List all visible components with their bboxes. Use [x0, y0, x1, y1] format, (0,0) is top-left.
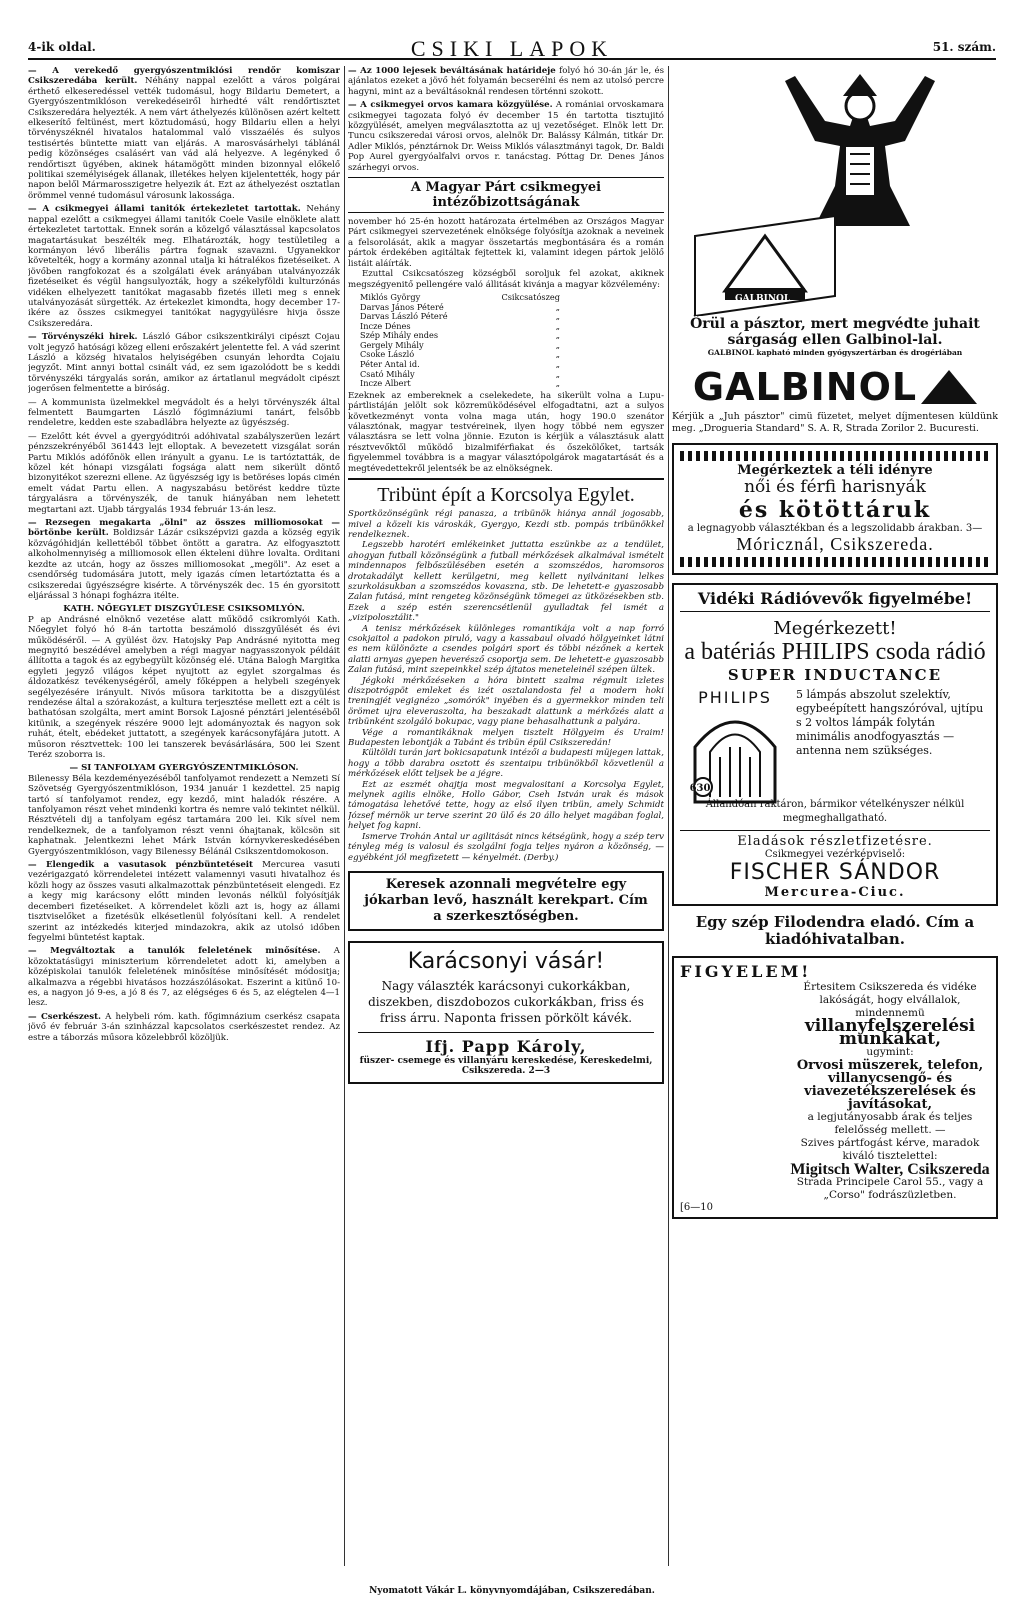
radio-model-number: 630	[689, 783, 711, 794]
ad-title: FIGYELEM!	[680, 962, 812, 981]
article-milliomosok	[28, 518, 340, 601]
ad-line: Megérkezett!	[773, 618, 897, 639]
article-si-tanfolyam	[28, 763, 340, 857]
member-list	[360, 293, 664, 389]
article-paragraph: Vége a romantikáknak melyen tisztelt Hölgyeim és Uraim! Budapesten lebontják a Tabánt és tribün épül Csikszeredán!	[348, 727, 664, 749]
article-rendor-komiszar	[28, 66, 340, 201]
article-tribun	[348, 509, 664, 863]
ad-body: Nagy választék karácsonyi cukorkákban, diszekben, diszdobozos cukorkákban, friss és friss árru. Naponta frissen pörkölt kávék.	[368, 978, 644, 1025]
article-headline: — A csikmegyei orvos kamara közgyülése.	[348, 100, 553, 111]
galbinol-logo-text: GALBINOL	[692, 365, 918, 409]
article-headline: — Törvényszéki hirek.	[28, 332, 138, 343]
section-title-magyar-part: A Magyar Párt csikmegyei intézőbizottságának	[348, 177, 664, 213]
ad-merchant-name: Ifj. Papp Károly,	[358, 1032, 654, 1056]
article-headline: — Cserkészest.	[28, 1011, 102, 1022]
ad-line: Eladások részletfizetésre.	[680, 830, 990, 849]
article-body: A közoktatásügyi miniszterium körrendeletet adott ki, amelyben a középiskolai tanulók feleletének minősítése minősítését módositja; alkalmazva a régebbi hivatásos hozzászólásokat. Eszerint a kitünő 10-es, a nagyon jó 9-es, a jó 8 és 7, az elégséges 6 és 5, az elégtelen 4—1 lesz.	[28, 946, 340, 1009]
newspaper-title: CSIKI LAPOK	[410, 36, 614, 61]
article-headline: — A csikmegyei állami tanitók értekezletet tartottak.	[28, 204, 301, 215]
news-column-1	[28, 66, 340, 1576]
galbinol-package-label: GALBINOL	[735, 294, 791, 304]
galbinol-availability: GALBINOL kapható minden gyógyszertárban és drogériában	[707, 348, 963, 357]
article-body: Néhány nappal ezelőtt a város polgárai érthető elkeseredéssel vették tudomásul, hogy Bildariu Demetert, a Gyergyószentmiklóson verekedéseiről hirhedté vált rendőrtisztet Csikszeredára helyezték. A nem várt áthelyezés különösen azért keltett elkeserítő feltünést, mert köztudomású, hogy Bildariu ellen a helyi törvényszéknél hivatalos hatalommal való visszaélés és sulyos testisértés büntette miatt van eljárás. A marosvásárhelyi táblánál pedig közönséges csalásért van vád alá helyezve. A legényked ő rendőrtiszt ügyében, akinek hátamögött minden bizonnyal előkelő politikai személyiségek állanak, illetékes helyen kijelentették, hogy pár napon belől Mármarosszigetre helyezik át. Ezt az áthelyezést osztatlan örömmel venné tudomásul városunk lakossága.	[28, 76, 340, 201]
list-item: Péter Antal id. „	[360, 359, 560, 370]
galbinol-slogan: Örül a pásztor, mert megvédte juhait sárgaság ellen Galbinol-lal.	[690, 316, 980, 348]
article-paragraph: Ezt az eszmét ohajtja most megvalositani a Korcsolya Egylet, melynek agilis elnöke, Hollo Gábor, Cseh István urak és mások támogatása lehetővé tette, hogy az első ilyen tribün, amely Schmidt József mérnök ur terve szerint 20 ülő és 20 állo helyet magában foglal, helyet fog kapni.	[348, 779, 664, 832]
ad-line: Értesitem Csikszereda és vidéke lakóságát, hogy elvállalok, mindennemü	[803, 981, 977, 1019]
column-divider	[668, 66, 669, 1566]
list-item: Incze Dénes „	[360, 320, 560, 331]
article-body: folyó hó 30-án jár le, és ajánlatos ezeket a jövő hét folyamán becserélni és nem az utolsó percre hagyni, mint az a beváltásoknál rendesen történni szokott.	[348, 66, 664, 97]
triangle-icon	[921, 370, 977, 404]
article-headline: — Elengedik a vasutasok pénzbüntetéseit	[28, 860, 254, 871]
list-item: Szép Mihály endes „	[360, 330, 560, 341]
news-column-2	[348, 66, 664, 1576]
ad-line: Csikmegyei vezérképviselő:	[764, 849, 906, 860]
article-paragraph: Legszebb harotéri emlékeinket juttatta eszünkbe az a tendület, ahogyan futball közönségünk a futball mérkőzések alkalmával ismételt mindennapos felbőszülésében esetén a szomszédos, haromsoros drotakadályt kellett kerülgetni, meg kellett nyilvánitani lelkes szurkolásukban a szomszédos kovaszna, stb. De lehetett-e gyaszosabb Zalan futásá, mint rengeteg közönségünk tömegei az ütközésekben stb. Ezek a szép estén szerencsétlenül gyulladtak fel ismét a „vizipolosztálit."	[348, 540, 664, 624]
ad-moricz	[672, 443, 998, 575]
ad-line: a legnagyobb választékban és a legszolidabb árakban. 3—	[687, 523, 983, 534]
ad-line: a legjutányosabb árak és teljes felelősség mellett. —	[807, 1111, 973, 1136]
article-body: P ap Andrásné elnöknő vezetése alatt működő csikromlyói Kath. Nőegylet folyó hó 8-án tartotta beszámoló disszgyűlését és évi működéséről. — A gyülést özv. Hatojsky Pap Andrásné nyitotta meg megnyitó beszédével amelyben a régi magyar nagyasszonyok példáit állította a tagok és az egybegyült közönség elé. Utána Balogh Margitka egyleti jegyző világos képet nyujtott az egylet szorgalmas és áldozatkész tevékenységéről, amely főképpen a helybeli szegények segélyezésére irányult. Nivós műsora tarkitotta be a diszgyülést rendezése által a szórakozást, a kultura terjesztése mellett ezt a célt is bathatósan szolgálta, mert amint Borsok Lajosné pénztári jelentéséből kitünik, a szegények részére 9000 lejt adományoztak és nagyon sok ruhát, ételt, ebédeket juttatott, a szegények karácsonyfájára jutott. A műsoron résztvettek: 100 lei tanszerek bevásárlására, 500 lei Szent Teréz szoborra is.	[28, 614, 340, 760]
ad-signature: Migitsch Walter, Csikszereda	[790, 1161, 990, 1178]
column-divider	[344, 66, 345, 1566]
philips-logo-block	[680, 688, 790, 794]
ad-line: és kötöttáruk	[738, 497, 932, 523]
article-body: — A kommunista üzelmekkel megvádolt és a helyi törvényszék által felmentett Baumgarten László fógimnáziumi tanárt, felsőbb rendeletre, kedden este szabadlábra helyezte az ügyészség.	[28, 397, 340, 429]
list-item: Miklós György Csikcsatószeg	[360, 291, 560, 302]
list-item: Darvas László Péteré „	[360, 311, 560, 322]
ad-line: női és férfi harisnyák	[744, 477, 926, 497]
article-tanulok	[28, 946, 340, 1008]
article-body: Boldizsár Lázár csikszépvizi gazda a község egyik közvágóhidján kellettéből többet öntött a garatra. Az elfogyasztott alkoholmennyiség a milliomosok ellen ékteleni dühre lovalta. Orditani kezdte az utcán, hogy az összes milliomosokat „megöli". Az eset a csendőrség tudomására jutott, mely igazás címen letartóztatta és a csikszeredai ügyészségre kisérte. A törvényszék dec. 15 én gyorsitott eljárással 3 hónapi fogházra itélte.	[28, 528, 340, 601]
article-cserkeszest	[28, 1012, 340, 1043]
ad-title: Karácsonyi vásár!	[407, 948, 605, 974]
ad-column	[672, 66, 998, 1576]
article-body: László Gábor csikszentkirályi cipészt Cojau volt jegyző hatósági közeg elleni erőszakért jelentette fel. A vád szerint László a község hivatalos helyiségében csunyán lehordta Cojaiu jegyzőt. Mint annyi bottal csinált vád, ez sem igazolódott be s keddi törvényszéki tárgyalás során, amikor az ártatlanul megvádolt cipészt jogerősen felmentette a biróság.	[28, 332, 340, 395]
ad-figyelem	[672, 956, 998, 1219]
ad-filodendra: Egy szép Filodendra eladó. Cím a kiadóhivatalban.	[695, 913, 975, 948]
article-lejesek	[348, 66, 664, 97]
ad-kerekpar: Keresek azonnali megvételre egy jókarban levő, használt kerekpart. Cím a szerkesztőségben.	[348, 871, 664, 931]
article-body: Bilenessy Béla kezdeményezéséből tanfolyamot rendezett a Nemzeti Sí Szövetség Gyergyószentmiklóson, 1934 január 1 kezdettel. 25 napig tartó sí tanfolyamot rendez, egy kezdő, mint haladók részére. A tanfolyamon részt vehet mindenki kortra és nemre való tekintet nélkül. Résztvételi dij a tanfolyam egész tartamára 200 lei. Kik sível nem rendelkeznek, de a tanfolyamon részt venni óhajtanak, kölcsön sit kaphatnak. Jelentkezni lehet Márk István kórnyvkereskedésében Gyergyószentmiklóson, vagy Bilenessy Bélánál Csikszentdomokoson.	[28, 773, 340, 857]
ad-headline: Vidéki Rádióvevők figyelmébe!	[680, 589, 990, 612]
galbinol-logo	[672, 365, 998, 409]
issue-number: 51. szám.	[932, 40, 996, 54]
ad-philips	[672, 583, 998, 906]
philips-logo: PHILIPS	[698, 688, 772, 707]
article-allami-tanitok	[28, 204, 340, 329]
galbinol-illustration	[685, 66, 985, 316]
ad-line: Szives pártfogást kérve, maradok kiváló tisztelettel:	[800, 1137, 980, 1162]
article-torvenyszeki-hirek	[28, 332, 340, 394]
list-item: Incze Albert „	[360, 378, 560, 389]
article-paragraph: Sportközönségünk régi panasza, a tribünök hiánya annál jogosabb, mivel a közeli kis városkák, Gyergyo, Kezdi stb. pompás tribünökkel rendelkeznek.	[348, 509, 664, 540]
list-item: Gergely Mihály „	[360, 339, 560, 350]
article-paragraph: A tenisz mérkőzések különleges romantikája volt a nap forró csokjaitol a padokon piruló, vagy a kassabaul olvadó hölgyeinket látni es nem különözte a csendes polgári sport és többi nézőnek a kertek alatti arnyas gyepen heverésző csoportja sem. De lehetett-e gyaszosabb Zalan futásá, mint szepeinkkel szép ájtatos meneteleinél szépen ültek.	[348, 623, 664, 676]
article-body: A romániai orvoskamara csikmegyei tagozata folyó év december 15 én tartotta tisztujitó közgyülését, amelyen megválasztotta az uj vezetőséget. Elnök lett Dr. Tuncu csikszeredai városi orvos, alelnök Dr. Balássy Kálmán, titkár Dr. Adler Miklós, pénztárnok Dr. Weiss Miklós választmányi tagok, Dr. Baldi Pop Aurel gyergyóalfalvi orvos r. tanácstag. Póttag Dr. Denes János szárhegyi orvos.	[348, 100, 664, 173]
article-kommunista	[28, 398, 340, 429]
article-body: A helybeli róm. kath. főgimnázium cserkész csapata jövő év február 3-án szinházzal kapcsolatos cserkészestet rendez. Az estre a táborzás műsora közelebbről közöljük.	[28, 1011, 340, 1043]
article-magyar-part-cont	[348, 391, 664, 474]
article-adohivatal	[28, 432, 340, 515]
article-paragraph: Jégkoki mérkőzéseken a hóra bintett szalma régmult izletes diszpotrógpöt emleket és izét osztalandosta fel a modern hoki treningjét vegignézo „somórók" inyében és a gyermekkor minden teli örömet ujra eleveraszolta, ha beszakadt alattunk a mérkőzés alatt a tribünként szolgáló bokupac, vagy piane behasalhattunk a palyára.	[348, 675, 664, 728]
article-paragraph: Ismerve Trohán Antal ur agilitását nincs kétségünk, hogy a szép terv tényleg még is valosul és szolgálni fogja teljes nyáron a közönség, — egyébként jól megfizetett — kényelmét. (Derby.)	[348, 831, 664, 863]
ad-karacsonyi-vasar	[348, 941, 664, 1084]
ad-address: Strada Principele Carol 55., vagy a „Corso" fodrászüzletben.	[796, 1176, 984, 1201]
list-item: Darvas János Péteré „	[360, 301, 560, 312]
list-item: Csoke László „	[360, 349, 560, 360]
article-orvos-kamara	[348, 100, 664, 173]
article-headline: — A verekedő gyergyószentmiklósi rendőr komiszar Csikszeredába került.	[28, 66, 340, 87]
ad-address: füszer- csemege és villanyáru kereskedése, Kereskedelmi, Csikszereda. 2—3	[359, 1055, 653, 1076]
decorative-border	[680, 557, 990, 567]
ad-line: ugymint:	[866, 1046, 914, 1058]
article-vasutasok	[28, 860, 340, 943]
ad-city: Mercurea-Ciuc.	[764, 885, 906, 900]
article-magyar-part	[348, 217, 664, 290]
shepherd-illustration	[755, 66, 965, 236]
printer-footer: Nyomatott Vákár L. könyvnyomdájában, Csikszeredában.	[369, 1586, 655, 1596]
article-body: Ezeknek az embereknek a cselekedete, ha sikerült volna a Lupu-pártlistáján jelölt sok közremüködésével elfogadtatni, azt a sulyos következményt vonta volna maga után, hogy 190.0 szenátor választónak, magyar testvéreinek, ilyen hogy többé nem egyszer választásra se lett volna jönnie. Ezuton is kérjük a választásuk alatt résztvevőktől működő bizalmiférfiakat és őszekölőket, tartsák figyelemmel továbbra is a magyar választópolgárok magatartását és a megtévedettekről jelentsék be az elnökségnek.	[348, 390, 664, 474]
article-headline: — Rezsegen megakarta „ölni" az összes milliomosokat — börtönbe került.	[28, 518, 340, 539]
article-headline: — Az 1000 lejesek beváltásának határideje	[348, 66, 556, 76]
article-body: Mercurea vasuti vezérigazgató körrendeletei intézett valamennyi vasuti hivatalhoz és közli hogy az összes vasuti alkalmazottak pénzbüntetéseit elengedi. Ez a kegy mig karácsony előtt minden levonás nélkül folyósítják decemberi fizetéseiket. A körrendelet közli azt is, hogy az állami tisztviselőket a fizetésük elkésetlenül folyósítani kell. A rendelet szerint az intézkedés kiterjed mindazokra, akik az utolsó időben fegyelmi büntetést kaptak.	[28, 860, 340, 943]
ad-line: villanyfelszerelési munkákat,	[804, 1016, 976, 1049]
ad-line: SUPER INDUCTANCE	[727, 666, 943, 684]
ad-body: 5 lámpás abszolut szelektív, egybeépített hangszóróval, ujtípu s 2 voltos lámpák folytán minimális anodfogyasztás — antenna nem szükséges.	[796, 688, 984, 757]
decorative-border	[680, 451, 990, 461]
list-item: Csató Mihály „	[360, 368, 560, 379]
ad-merchant: Móricznál, Csikszereda.	[736, 534, 934, 554]
article-body: Nehány nappal ezelőtt a csikmegyei állami tanitók Coele Vasile elnöklete alatt értekezletet tartottak. Ennek során a közelgő választással kapcsolatos magatartásukat beszélték meg. Elhatározták, hogy testületileg a kormányon lévő liberális pártra fognak szavazni. Ugyanekkor követelték, hogy a kormány azonnal utalja ki hátralékos fizetéseiket. A jövőben rangfokozat és a szolgálati évek arányában utalványozzák fizetéseiket és végül hangsulyozták, hogy a székelyföldi kulturzónás vidéken elhelyezett tanitókat magasabb fizetés illeti meg s ennek utalványozását sürgették. Az értekezlet kimondta, hogy december 17-ikére az összes csikmegyei tanitókat nagygyülésre hivja össze Csikszeredára.	[28, 204, 340, 329]
ad-run-number: [6—10	[680, 1202, 713, 1213]
article-body: november hó 25-én hozott határozata értelmében az Országos Magyar Párt csikmegyei szervezetének elnöksége folyósítja azoknak a neveinek a felsorolását, akik a magyar összetartás megbontására és a román pártok érdekében agitáltak fejtettek ki, valamint idegen pártok jelölő listáit aláírták.	[348, 217, 664, 269]
ad-line: Megérkeztek a téli idényre	[737, 463, 933, 478]
article-paragraph: Kültöldi turán jart bokicsapatunk intézői a budapesti müjegen lattak, hogy a több darabra osztott és szentaipu tribünökből közvetlenül a mérkőzések előtt teljsek be a jégre.	[348, 748, 664, 780]
article-body: Ezuttal Csikcsatószeg községből soroljuk fel azokat, akiknek megszégyenitő pellengére való állitását kivánja a magyar közvélemény:	[348, 269, 664, 290]
article-headline: KATH. NŐEGYLET DISZGYŰLESE CSIKSOMLYÓN.	[63, 604, 305, 615]
article-headline: — SI TANFOLYAM GYERGYÓSZENTMIKLÓSON.	[69, 763, 299, 774]
article-title-tribun: Tribünt épít a Korcsolya Egylet.	[377, 484, 635, 507]
page-label-left: 4-ik oldal.	[28, 40, 96, 54]
ad-line: Orvosi müszerek, telefon, villanycsengő- és viavezetékszerelések és javításokat,	[796, 1058, 984, 1112]
ad-line: a batériás PHILIPS csoda rádió	[684, 639, 986, 665]
article-headline: — Megváltoztak a tanulók feleletének minősítése.	[28, 946, 321, 957]
ad-stock-note: Állandóan raktáron, bármikor vételkényszer nélkül megmeghallgatható.	[705, 799, 965, 824]
ad-dealer: FISCHER SÁNDOR	[729, 860, 941, 885]
masthead	[28, 38, 996, 60]
article-noegylet	[28, 604, 340, 760]
article-body: — Ezelőtt két évvel a gyergyóditrói adóhivatal szabályszerüen lezárt pénzszekrényéből 361443 lejt elloptak. A bevezetett vizsgálat során Partu Miklós adófőnök ellen irányult a gyanu. Le is tartóztatták, de közel két hónapi vizsgálati fogsága alatt nem sikerült döntő bizonyitékot szerezni ellene. Az ügyészség igy is betöréses lopás cimén emelt vádat Partu ellen. A nagyszabásu betörést keddre tüzte tárgyalásra a törvényszék, de tanuk hiányában nem lehetett megtartani azt. Ujabb tárgyalás 1934 február 13-án lesz.	[28, 431, 340, 515]
galbinol-info: Kérjük a „Juh pásztor" cimü füzetet, melyet díjmentesen küldünk meg. „Drogueria Standard" S. A. R, Strada Zorilor 2. Bucuresti.	[672, 411, 998, 434]
